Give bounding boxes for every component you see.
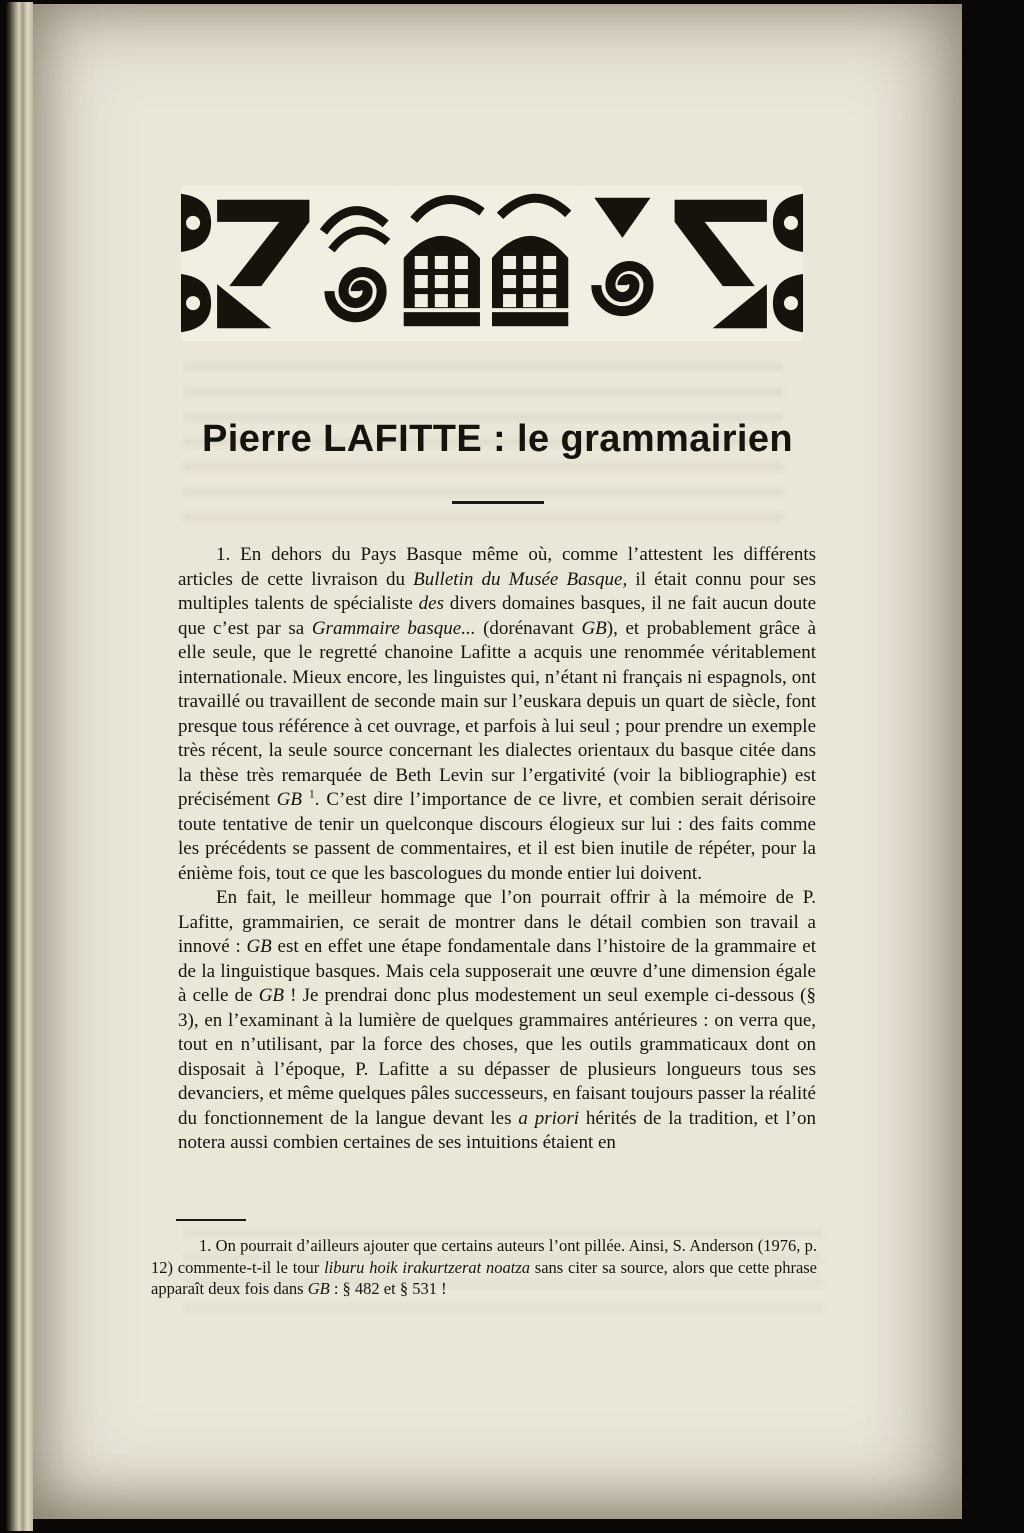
panel-gap <box>580 186 585 342</box>
italic-run: a priori <box>518 1107 580 1129</box>
italic-run: GB <box>258 985 285 1006</box>
body-text <box>178 543 816 1156</box>
text-run: ! Je prendrai donc plus modestement un seul exemple ci-dessous (§ 3), en l’examinant à la lumière de quelques grammaires antérieures : on verra que, tout en n’utilisant, par la force des choses, que les outils grammaticaux dont on disposait à l’époque, P. Lafitte a su dépasser de plusieurs longueurs tous ses devanciers, et même quelques pâles successeurs, en faisant toujours passer la réalité du fonctionnement de la langue devant les <box>178 985 816 1129</box>
text-run: il était connu pour ses multiples talents de spécialiste <box>178 568 816 614</box>
italic-run: Bulletin du Musée Basque, <box>413 568 628 590</box>
text-run: . C’est dire l’importance de ce livre, et combien serait dérisoire toute tentative de tenir un quelconque discours élogieux sur lui : des faits comme les précédents se passent de commentaires, et il est bien inutile de répéter, pour la énième fois, tout ce que les bascologues du monde entier lui doivent. <box>178 789 816 884</box>
italic-run: GB <box>307 1279 330 1298</box>
footnote-reference: 1 <box>308 787 315 801</box>
italic-run: Grammaire basque... <box>311 617 476 639</box>
text-run: divers domaines basques, il ne fait aucun doute que c’est par sa <box>178 593 817 639</box>
text-run: (dorénavant <box>475 617 582 639</box>
text-run: : § 482 et § 531 ! <box>329 1279 447 1298</box>
italic-run: GB <box>246 936 272 957</box>
italic-run: GB <box>276 789 309 810</box>
footnote-divider <box>176 1219 246 1221</box>
text-run: 1. On pourrait d’ailleurs ajouter que certains auteurs l’ont pillée. Ainsi, S. Anderson (1976, p. 12) commente-t-il le tour <box>151 1236 817 1277</box>
basque-ornament-frieze <box>181 185 803 342</box>
book-page-edge <box>6 2 33 1531</box>
italic-run: GB <box>581 617 607 639</box>
body-paragraph <box>178 886 816 1156</box>
text-run: ), et probablement grâce à elle seule, que le regretté chanoine Lafitte a acquis une renommée véritablement internationale. Mieux encore, les linguistes qui, n’étant ni français ni espagnols, ont travaillé ou travaillent de seconde main sur l’euskara depuis un quart de siècle, font presque tous référence à cet ouvrage, et parfois à lui seul ; pour prendre un exemple très récent, la seule source concernant les dialectes orientaux du basque citée dans la thèse très remarquée de Beth Levin sur l’ergativité (voir la bibliographie) est précisément <box>178 617 817 810</box>
book-page <box>33 4 962 1519</box>
page-title: Pierre LAFITTE : le grammairien <box>201 418 793 460</box>
italic-run: liburu hoik irakurtzerat noatza <box>324 1257 531 1277</box>
text-run: est en effet une étape fondamentale dans l’histoire de la grammaire et de la linguistique basques. Mais cela supposerait une œuvre d’une dimension égale à celle de <box>178 936 816 1006</box>
text-run: sans citer sa source, alors que cette phrase apparaît deux fois dans <box>151 1257 818 1298</box>
panel-gap <box>394 186 399 342</box>
ornament-svg <box>181 185 803 342</box>
text-run: 1. En dehors du Pays Basque même où, comme l’attestent les différents articles de cette livraison du <box>178 544 816 590</box>
text-run: En fait, le meilleur hommage que l’on pourrait offrir à la mémoire de P. Lafitte, grammairien, ce serait de montrer dans le détail combien son travail a innové : <box>178 887 816 957</box>
footnote-text <box>151 1235 817 1300</box>
title-divider <box>452 501 544 504</box>
body-paragraph <box>178 543 816 886</box>
italic-run: des <box>418 593 444 614</box>
text-run: hérités de la tradition, et l’on notera aussi combien certaines de ses intuitions étaient en <box>178 1107 816 1153</box>
footnote <box>151 1235 817 1300</box>
